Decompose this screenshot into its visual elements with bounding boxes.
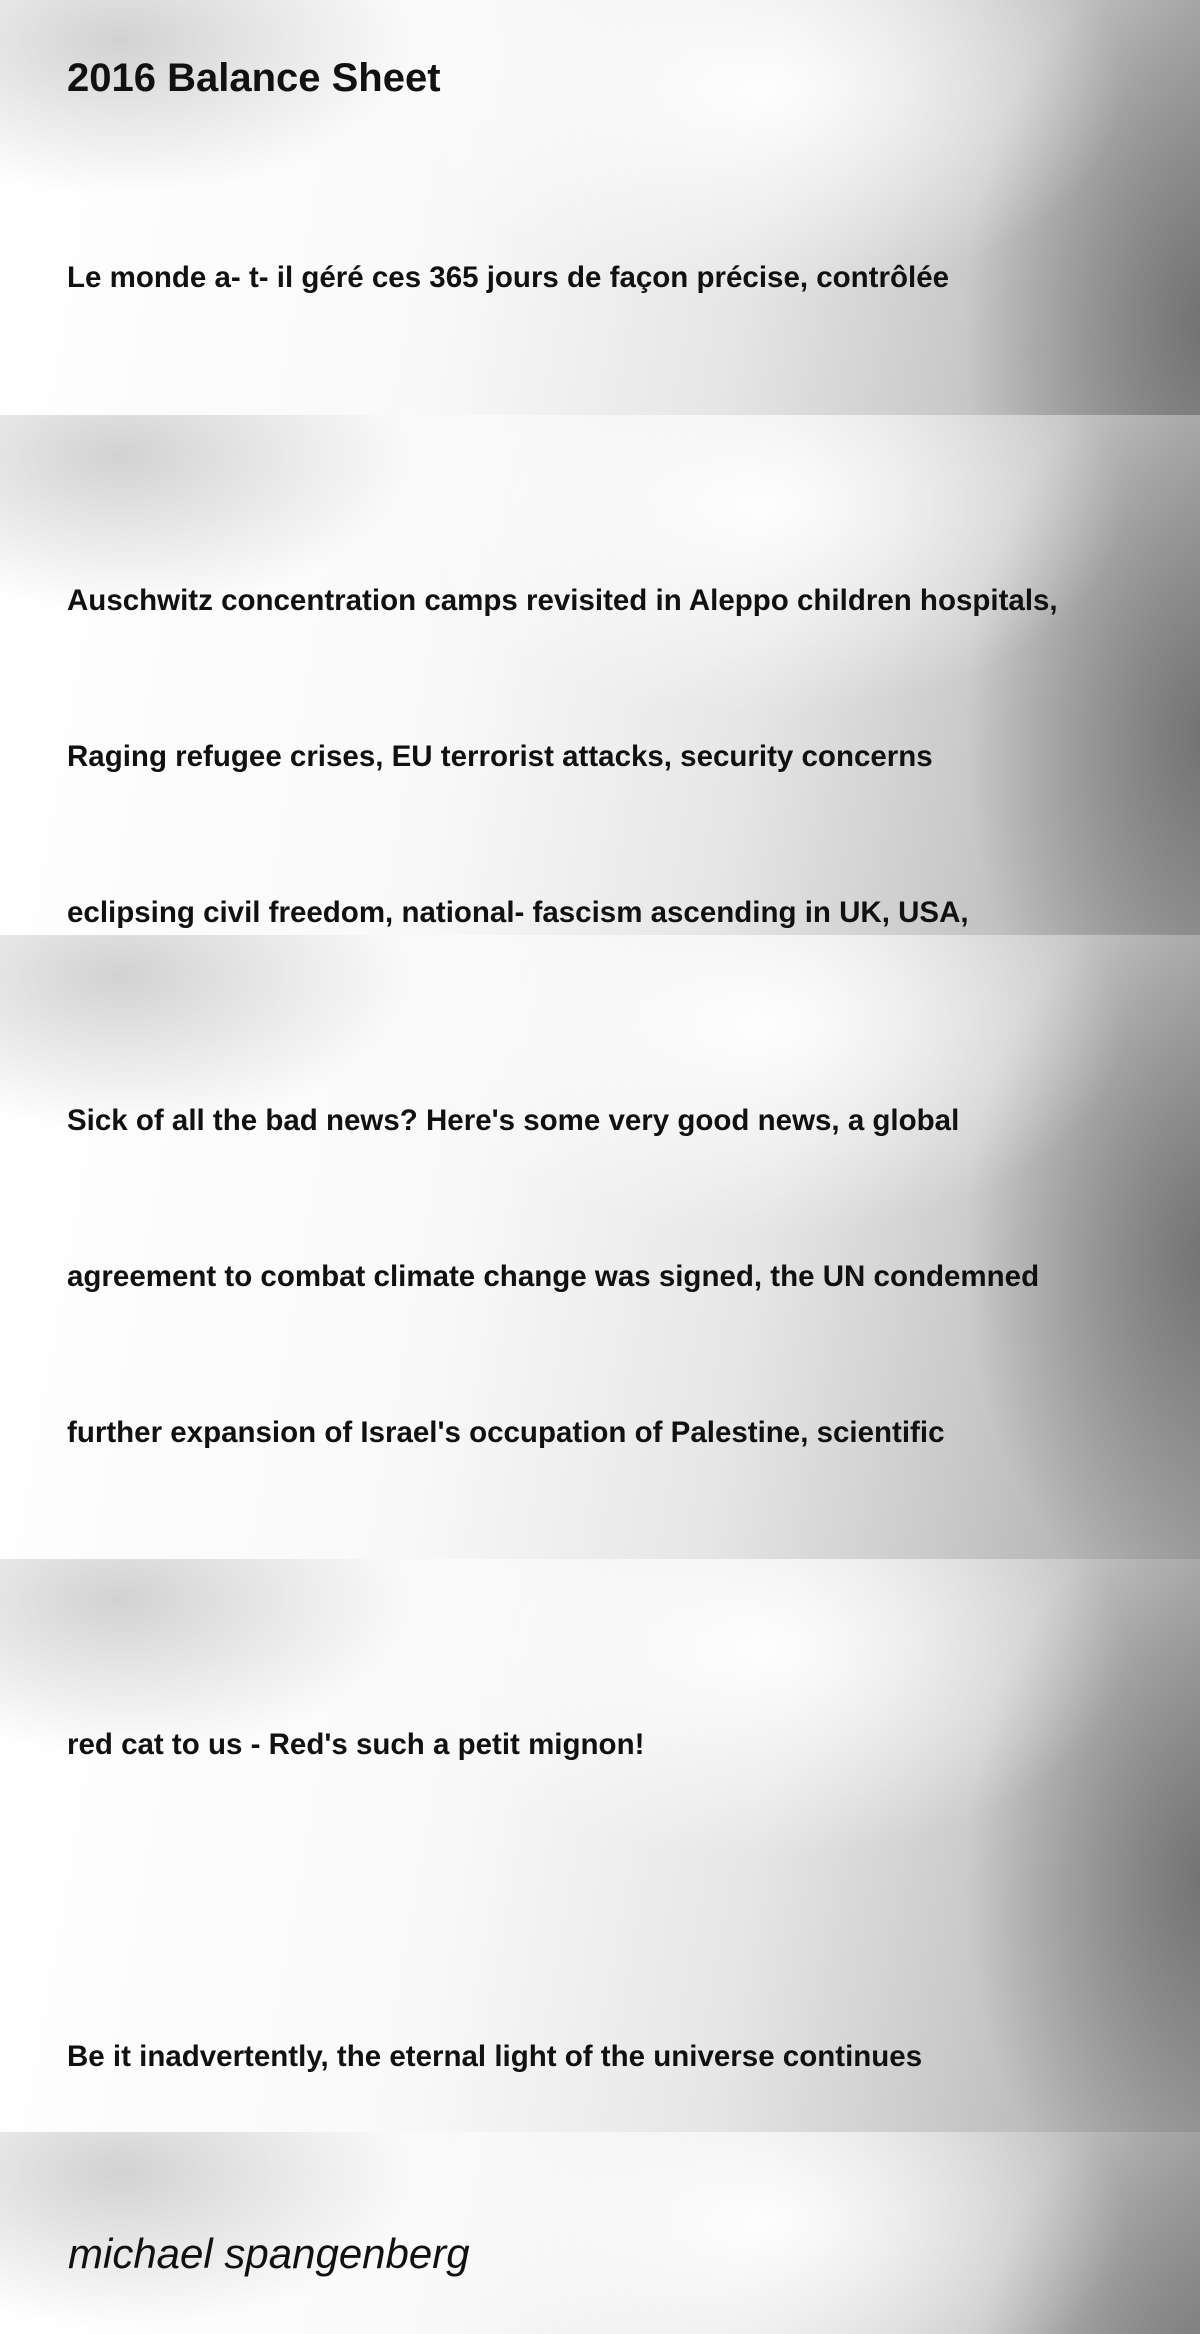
stanza-block-3 — [67, 991, 1084, 1559]
poem-line: eclipsing civil freedom, national- fascism ascending in UK, USA, — [67, 896, 969, 929]
poem-line: agreement to combat climate change was signed, the UN condemned — [67, 1260, 1040, 1293]
poem-author: michael spangenberg — [68, 2230, 470, 2277]
poem-line: Auschwitz concentration camps revisited in Aleppo children hospitals, — [67, 584, 1058, 617]
poem-line: red cat to us - Red's such a petit mignon! — [67, 1728, 645, 1761]
poem-line: Raging refugee crises, EU terrorist attacks, security concerns — [67, 740, 933, 773]
poem-panel-3 — [0, 935, 1200, 1559]
poem-title: 2016 Balance Sheet — [67, 56, 441, 100]
poem-line: Le monde a- t- il géré ces 365 jours de façon précise, contrôlée — [67, 261, 950, 294]
poem-panel-4 — [0, 1559, 1200, 2132]
poem-line: Be it inadvertently, the eternal light of the universe continues — [67, 2040, 923, 2073]
poem-line-blank — [67, 1875, 1008, 1927]
stanza-block-4 — [67, 1615, 1008, 2132]
stanza-block-2 — [67, 471, 1058, 935]
stanza-block-1 — [67, 148, 1049, 415]
poem-line — [67, 408, 1049, 415]
author-panel — [0, 2132, 1200, 2334]
poem-line: Sick of all the bad news? Here's some very good news, a global — [67, 1104, 960, 1137]
poem-panel-2 — [0, 415, 1200, 935]
poem-line: further expansion of Israel's occupation of Palestine, scientific — [67, 1416, 945, 1449]
poem-panel-1 — [0, 0, 1200, 415]
